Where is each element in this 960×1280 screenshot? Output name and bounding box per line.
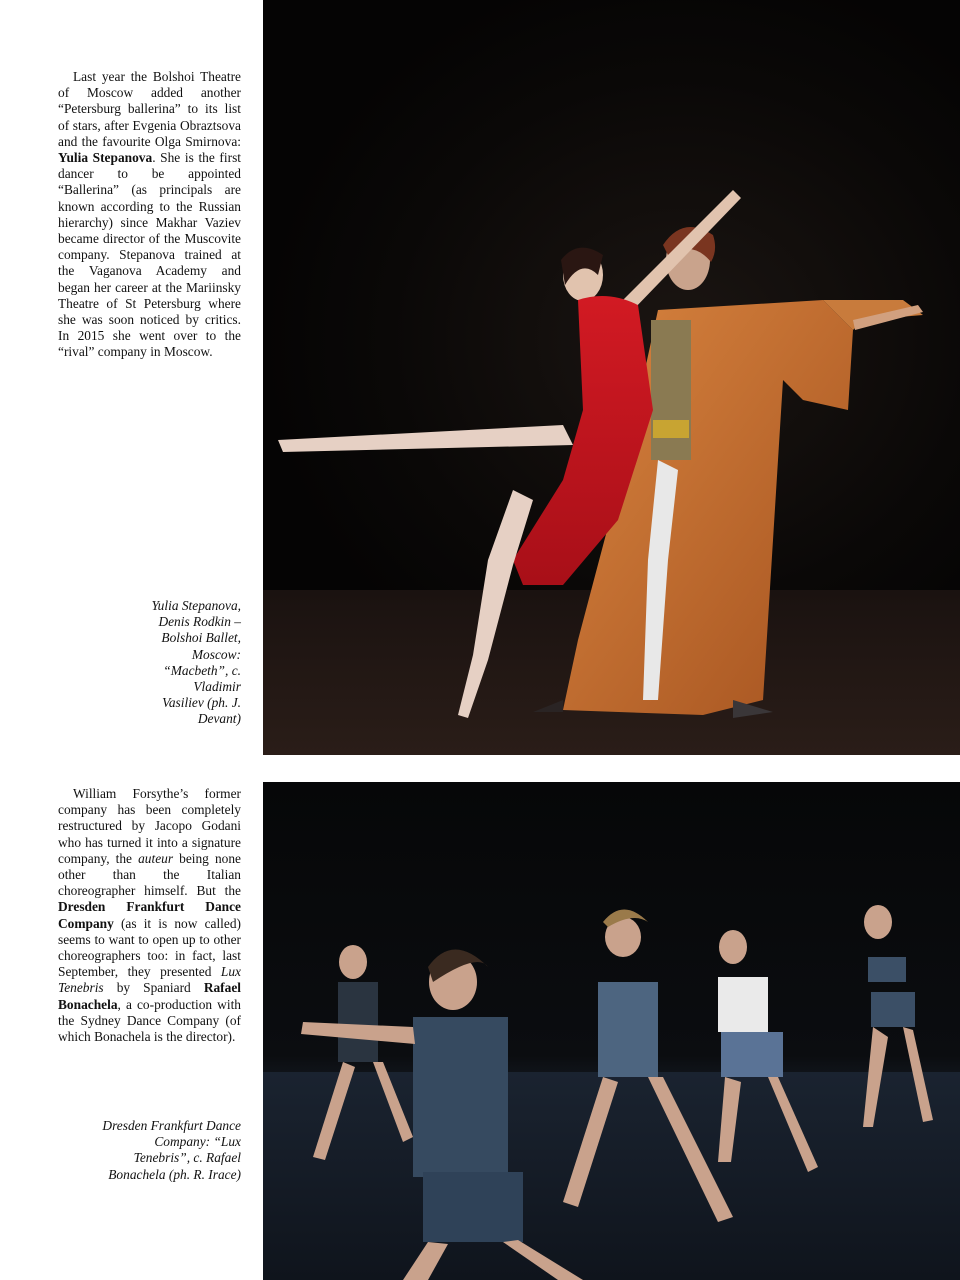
para1-intro: Last year the Bolshoi Theatre of Moscow added another “Petersburg ballerina” to its list of stars, after Evgenia Obraztsova and the favourite Olga Smirnova:: [58, 69, 241, 149]
article-paragraph-2: [58, 786, 241, 1045]
para2-mid2: (as it is now called) seems to want to open up to other choreographers too: in fact, last September, they presented: [58, 915, 241, 980]
para2-intro: William Forsythe’s former company has been completely restructured by Jacopo Godani who has turned it into a signature company, the: [58, 786, 241, 866]
macbeth-illustration: [263, 0, 960, 755]
para2-choreographer: Rafael Bonachela: [58, 980, 241, 1012]
dancer-head: [864, 905, 892, 939]
photo-macbeth: [263, 0, 960, 755]
female-extended-leg: [278, 425, 573, 452]
lux-tenebris-illustration: [263, 782, 960, 1280]
stage-floor-blue: [263, 1072, 960, 1280]
para2-company: Dresden Frankfurt Dance Company: [58, 899, 241, 931]
photo-lux-tenebris: [263, 782, 960, 1280]
para2-mid1: being none other than the Italian choreographer himself. But the: [58, 850, 241, 899]
male-torso: [651, 320, 691, 460]
photo2-caption: Dresden Frankfurt Dance Company: “Lux Tenebris”, c. Rafael Bonachela (ph. R. Irace): [102, 1118, 241, 1182]
article-paragraph-1: [58, 69, 241, 361]
para1-name: Yulia Stepanova: [58, 150, 153, 166]
photo1-caption: Yulia Stepanova, Denis Rodkin – Bolshoi Ballet, Moscow: “Macbeth”, c. Vladimir Vasiliev (ph. J. Devant): [151, 598, 241, 727]
para2-work: Lux Tenebris: [58, 964, 241, 996]
para2-italic-word: auteur: [138, 850, 174, 866]
foreground-dancer-shirt: [413, 1017, 508, 1177]
para2-mid3: by Spaniard: [103, 980, 204, 996]
para2-rest: , a co-production with the Sydney Dance Company (of which Bonachela is the director).: [58, 996, 241, 1045]
para1-rest: . She is the first dancer to be appointed “Ballerina” (as principals are known according to the Russian hierarchy) since Makhar Vaziev became director of the Muscovite company. Stepanova trained at the Vaganova Academy and began her career at the Mariinsky Theatre of St Petersburg where she was soon noticed by critics. In 2015 she went over to the “rival” company in Moscow.: [58, 150, 241, 360]
